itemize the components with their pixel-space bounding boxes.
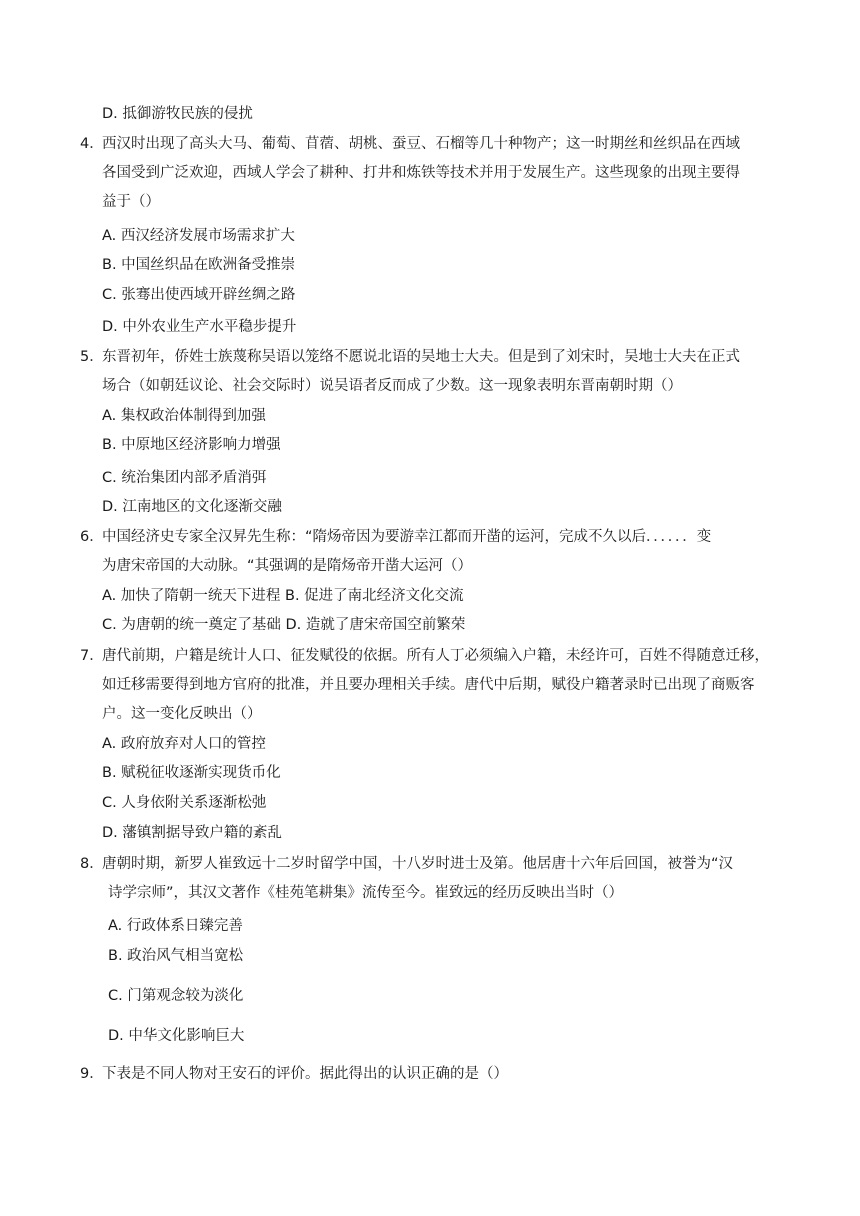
q7-option-a: A. 政府放弃对人口的管控 bbox=[102, 736, 266, 752]
q7-number: 7． bbox=[80, 648, 104, 664]
q7-stem-line-2: 如迁移需要得到地方官府的批准，并且要办理相关手续。唐代中后期，赋役户籍著录时已出现了商贩客 bbox=[102, 677, 755, 693]
q4-option-a: A. 西汉经济发展市场需求扩大 bbox=[102, 228, 295, 244]
q7-stem-line-1: 唐代前期，户籍是统计人口、征发赋役的依据。所有人丁必须编入户籍，未经许可，百姓不得随意迁移， bbox=[102, 648, 769, 664]
q8-stem-line-2: 诗学宗师”，其汉文著作《桂苑笔耕集》流传至今。崔致远的经历反映出当时（） bbox=[108, 885, 624, 901]
q8-option-b: B. 政治风气相当宽松 bbox=[108, 948, 244, 964]
q6-number: 6． bbox=[80, 529, 104, 545]
q4-stem-line-2: 各国受到广泛欢迎，西域人学会了耕种、打井和炼铁等技术并用于发展生产。这些现象的出现主要得 bbox=[102, 165, 740, 181]
q7-stem-line-3: 户。这一变化反映出（） bbox=[102, 706, 262, 722]
q8-option-a: A. 行政体系日臻完善 bbox=[108, 918, 243, 934]
q4-option-d: D. 中外农业生产水平稳步提升 bbox=[102, 319, 297, 335]
q5-number: 5． bbox=[80, 349, 104, 365]
q7-option-b: B. 赋税征收逐渐实现货币化 bbox=[102, 765, 281, 781]
q6-options-row-1: A. 加快了隋朝一统天下进程 B. 促进了南北经济文化交流 bbox=[102, 588, 464, 604]
q8-option-d: D. 中华文化影响巨大 bbox=[108, 1028, 245, 1044]
q7-option-c: C. 人身依附关系逐渐松弛 bbox=[102, 795, 267, 811]
q5-option-a: A. 集权政治体制得到加强 bbox=[102, 408, 266, 424]
q9-stem-line-1: 下表是不同人物对王安石的评价。据此得出的认识正确的是（） bbox=[102, 1066, 508, 1082]
q6-stem-line-2: 为唐宋帝国的大动脉。“其强调的是隋炀帝开凿大运河（） bbox=[102, 558, 473, 574]
q5-option-b: B. 中原地区经济影响力增强 bbox=[102, 437, 281, 453]
q4-stem-line-3: 益于（） bbox=[102, 194, 160, 210]
q7-option-d: D. 藩镇割据导致户籍的紊乱 bbox=[102, 825, 282, 841]
q8-option-c: C. 门第观念较为淡化 bbox=[108, 988, 244, 1004]
q6-options-row-2: C. 为唐朝的统一奠定了基础 D. 造就了唐宋帝国空前繁荣 bbox=[102, 617, 466, 633]
q5-stem-line-2: 场合（如朝廷议论、社会交际时）说吴语者反而成了少数。这一现象表明东晋南朝时期（） bbox=[102, 378, 682, 394]
q8-number: 8． bbox=[80, 856, 104, 872]
q4-option-c: C. 张骞出使西域开辟丝绸之路 bbox=[102, 287, 296, 303]
q9-number: 9． bbox=[80, 1066, 104, 1082]
q5-option-d: D. 江南地区的文化逐渐交融 bbox=[102, 499, 282, 515]
q4-stem-line-1: 西汉时出现了高头大马、葡萄、苜蓿、胡桃、蚕豆、石榴等几十种物产；这一时期丝和丝织品在西域 bbox=[102, 136, 740, 152]
q8-stem-line-1: 唐朝时期，新罗人崔致远十二岁时留学中国，十八岁时进士及第。他居唐十六年后回国，被誉为“汉 bbox=[102, 856, 734, 872]
q3-option-d: D. 抵御游牧民族的侵扰 bbox=[102, 106, 253, 122]
q4-number: 4． bbox=[80, 136, 104, 152]
q5-stem-line-1: 东晋初年，侨姓士族蔑称吴语以笼络不愿说北语的吴地士大夫。但是到了刘宋时，吴地士大夫在正式 bbox=[102, 349, 740, 365]
q4-option-b: B. 中国丝织品在欧洲备受推崇 bbox=[102, 257, 296, 273]
q6-stem-line-1: 中国经济史专家全汉昇先生称：“隋炀帝因为要游幸江都而开凿的运河，完成不久以后．．．．．．变 bbox=[102, 529, 712, 545]
q5-option-c: C. 统治集团内部矛盾消弭 bbox=[102, 470, 267, 486]
